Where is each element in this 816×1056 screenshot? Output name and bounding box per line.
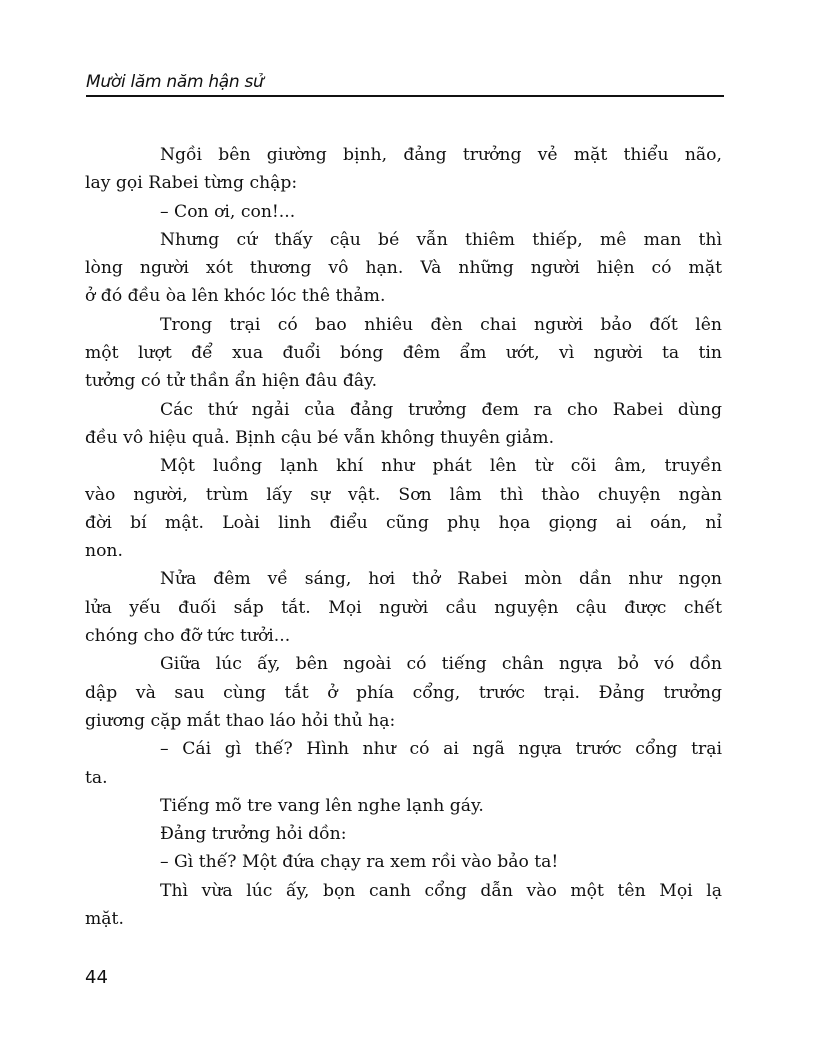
text-line: Đảng trưởng hỏi dồn: xyxy=(160,824,347,845)
body-text xyxy=(85,141,722,933)
text-line: ở đó đều òa lên khóc lóc thê thảm. xyxy=(85,286,386,307)
text-line: lửa yếu đuối sắp tắt. Mọi người cầu nguyện cậu được chết xyxy=(85,597,722,618)
text-line: lòng người xót thương vô hạn. Và những người hiện có mặt xyxy=(85,258,722,279)
text-line: Ngồi bên giường bịnh, đảng trưởng vẻ mặt thiểu não, xyxy=(160,145,722,165)
text-line: đều vô hiệu quả. Bịnh cậu bé vẫn không thuyên giảm. xyxy=(85,427,555,448)
text-line: – Con ơi, con!... xyxy=(160,201,296,222)
text-line: Thì vừa lúc ấy, bọn canh cổng dẫn vào một tên Mọi lạ xyxy=(160,880,722,901)
text-line: lay gọi Rabei từng chập: xyxy=(85,173,298,194)
text-line: mặt. xyxy=(85,909,124,930)
text-line: tưởng có tử thần ẩn hiện đâu đây. xyxy=(85,371,378,392)
text-line: Nửa đêm về sáng, hơi thở Rabei mòn dần như ngọn xyxy=(160,569,722,590)
text-line: non. xyxy=(85,541,123,562)
text-line: ta. xyxy=(85,767,108,788)
text-line: – Cái gì thế? Hình như có ai ngã ngựa trước cổng trại xyxy=(160,739,722,760)
text-line: Tiếng mõ tre vang lên nghe lạnh gáy. xyxy=(160,795,484,816)
text-line: – Gì thế? Một đứa chạy ra xem rồi vào bảo ta! xyxy=(160,852,559,873)
text-line: Giữa lúc ấy, bên ngoài có tiếng chân ngựa bỏ vó dồn xyxy=(160,654,722,675)
text-line: một lượt để xua đuổi bóng đêm ẩm ướt, vì người ta tin xyxy=(85,343,722,364)
text-line: đời bí mật. Loài linh điểu cũng phụ họa giọng ai oán, nỉ xyxy=(85,512,722,533)
text-line: chóng cho đỡ tức tưởi... xyxy=(85,626,291,647)
text-line: dập và sau cùng tắt ở phía cổng, trước trại. Đảng trưởng xyxy=(85,682,722,703)
running-header xyxy=(86,70,724,97)
text-line: Trong trại có bao nhiêu đèn chai người bảo đốt lên xyxy=(160,314,722,335)
text-line: giương cặp mắt thao láo hỏi thủ hạ: xyxy=(85,710,396,731)
page-number: 44 xyxy=(85,967,108,988)
text-line: vào người, trùm lấy sự vật. Sơn lâm thì thào chuyện ngàn xyxy=(85,484,722,505)
text-line: Một luồng lạnh khí như phát lên từ cõi âm, truyền xyxy=(160,456,722,477)
running-title: Mười lăm năm hận sử xyxy=(86,72,264,92)
text-line: Các thứ ngải của đảng trưởng đem ra cho Rabei dùng xyxy=(160,399,722,420)
text-line: Nhưng cứ thấy cậu bé vẫn thiêm thiếp, mê man thì xyxy=(160,229,722,250)
